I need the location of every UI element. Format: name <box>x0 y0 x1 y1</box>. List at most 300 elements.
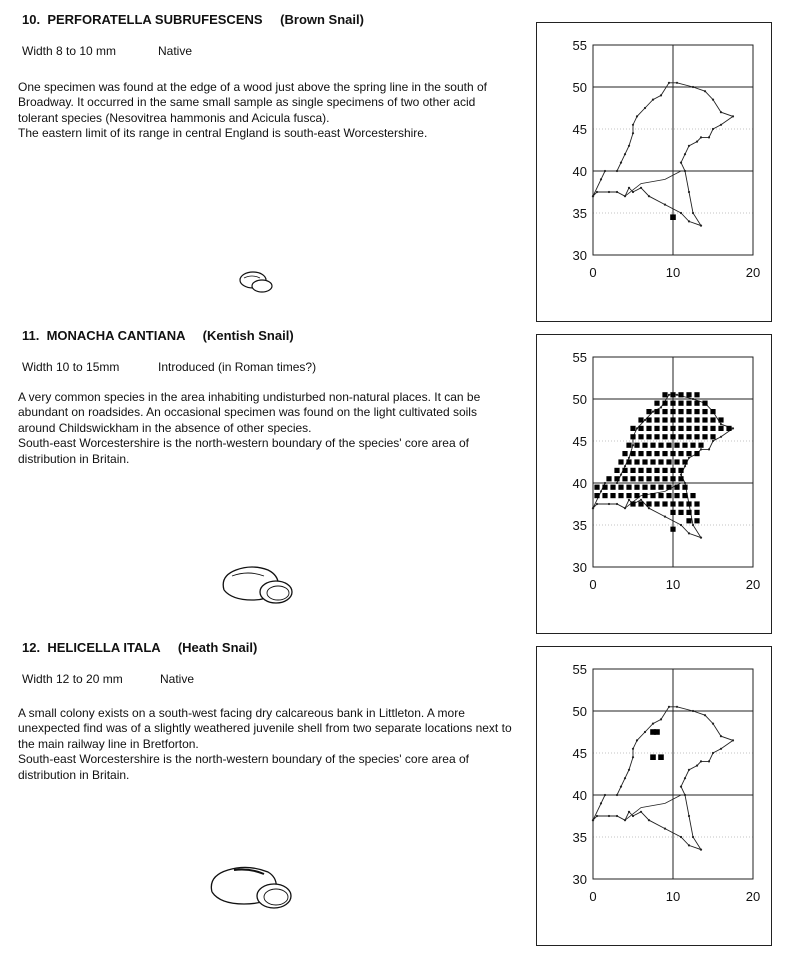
record-square <box>710 417 715 422</box>
description-paragraph: One specimen was found at the edge of a wood just above the spring line in the south of Broadway. It occurred in the same small sample as single specimens of two other acid tolerant species (Nesovitrea hammonis and Acicula fusca). <box>18 80 487 125</box>
y-tick-label: 55 <box>572 350 587 365</box>
record-square <box>678 468 683 473</box>
record-square <box>666 443 671 448</box>
record-square <box>670 476 675 481</box>
outline-vertex <box>676 706 678 708</box>
species-heading <box>22 640 257 655</box>
record-square <box>678 417 683 422</box>
outline-vertex <box>692 524 694 526</box>
record-square <box>662 409 667 414</box>
x-tick-label: 0 <box>589 577 597 592</box>
outline-vertex <box>708 136 710 138</box>
record-square <box>638 417 643 422</box>
record-square <box>662 468 667 473</box>
record-square <box>650 754 656 760</box>
outline-vertex <box>688 532 690 534</box>
record-square <box>702 417 707 422</box>
outline-vertex <box>640 187 642 189</box>
record-square <box>642 443 647 448</box>
record-square <box>602 485 607 490</box>
record-square <box>634 493 639 498</box>
record-square <box>638 468 643 473</box>
record-square <box>694 409 699 414</box>
record-square <box>630 451 635 456</box>
record-square <box>638 476 643 481</box>
outline-vertex <box>720 436 722 438</box>
x-tick-label: 20 <box>745 265 761 280</box>
record-square <box>678 392 683 397</box>
record-square <box>618 485 623 490</box>
description-paragraph: A very common species in the area inhabiting undisturbed non-natural places. It can be abundant on roadsides. An occasional specimen was found on the light cultivated soils around Childswickham in the absence of other species. <box>18 390 481 435</box>
species-number: 10. <box>22 12 41 27</box>
outline-vertex <box>684 482 686 484</box>
record-square <box>654 476 659 481</box>
record-square <box>650 485 655 490</box>
record-square <box>630 476 635 481</box>
record-square <box>594 493 599 498</box>
record-square <box>654 729 660 735</box>
outline-vertex <box>688 844 690 846</box>
distribution-map-10 <box>536 22 772 322</box>
record-square <box>606 476 611 481</box>
outline-vertex <box>624 153 626 155</box>
record-square <box>670 417 675 422</box>
record-square <box>726 426 731 431</box>
outline-vertex <box>688 815 690 817</box>
outline-vertex <box>640 499 642 501</box>
outline-vertex <box>688 220 690 222</box>
y-tick-label: 30 <box>572 248 587 263</box>
outline-vertex <box>620 162 622 164</box>
species-number: 11. <box>22 328 40 343</box>
record-square <box>626 485 631 490</box>
outline-vertex <box>652 411 654 413</box>
outline-vertex <box>700 136 702 138</box>
record-square <box>658 754 664 760</box>
record-square <box>678 434 683 439</box>
record-square <box>670 434 675 439</box>
record-square <box>626 493 631 498</box>
record-square <box>694 392 699 397</box>
x-tick-label: 20 <box>745 577 761 592</box>
record-square <box>610 485 615 490</box>
outline-vertex <box>680 162 682 164</box>
record-square <box>614 468 619 473</box>
outline-vertex <box>632 191 634 193</box>
y-tick-label: 55 <box>572 662 587 677</box>
outline-vertex <box>608 815 610 817</box>
record-square <box>662 451 667 456</box>
record-square <box>670 501 675 506</box>
outline-vertex <box>632 815 634 817</box>
species-meta <box>22 672 195 686</box>
outline-vertex <box>692 86 694 88</box>
outline-vertex <box>620 474 622 476</box>
record-square <box>638 451 643 456</box>
record-square <box>646 434 651 439</box>
species-name: MONACHA CANTIANA <box>46 328 186 343</box>
outline-vertex <box>692 212 694 214</box>
outline-vertex <box>608 503 610 505</box>
record-square <box>654 426 659 431</box>
y-tick-label: 45 <box>572 434 587 449</box>
y-tick-label: 40 <box>572 476 587 491</box>
record-square <box>702 434 707 439</box>
distribution-map-11 <box>536 334 772 634</box>
record-square <box>678 451 683 456</box>
outline-vertex <box>628 499 630 501</box>
distribution-map-chart <box>537 23 771 321</box>
outline-vertex <box>704 90 706 92</box>
record-square <box>626 459 631 464</box>
record-square <box>686 409 691 414</box>
outline-vertex <box>604 794 606 796</box>
record-square <box>662 426 667 431</box>
y-tick-label: 30 <box>572 560 587 575</box>
record-square <box>702 401 707 406</box>
record-square <box>674 493 679 498</box>
record-square <box>690 493 695 498</box>
outline-vertex <box>720 423 722 425</box>
outline-vertex <box>700 225 702 227</box>
record-square <box>682 493 687 498</box>
outline-vertex <box>688 769 690 771</box>
record-square <box>654 451 659 456</box>
record-square <box>670 527 675 532</box>
record-square <box>646 476 651 481</box>
outline-vertex <box>696 765 698 767</box>
record-square <box>646 501 651 506</box>
outline-vertex <box>636 427 638 429</box>
outline-vertex <box>688 145 690 147</box>
record-square <box>718 426 723 431</box>
region-outline <box>593 83 733 226</box>
outline-vertex <box>632 124 634 126</box>
record-square <box>694 451 699 456</box>
y-tick-label: 50 <box>572 392 587 407</box>
x-tick-label: 10 <box>665 889 681 904</box>
record-square <box>654 401 659 406</box>
outline-vertex <box>700 448 702 450</box>
outline-vertex <box>600 802 602 804</box>
record-square <box>678 426 683 431</box>
outline-vertex <box>616 482 618 484</box>
record-square <box>646 451 651 456</box>
distribution-map-chart <box>537 335 771 633</box>
outline-vertex <box>660 406 662 408</box>
outline-vertex <box>616 191 618 193</box>
record-square <box>638 426 643 431</box>
record-square <box>634 443 639 448</box>
outline-vertex <box>692 836 694 838</box>
outline-vertex <box>596 815 598 817</box>
outline-vertex <box>668 394 670 396</box>
common-name: (Kentish Snail) <box>202 328 294 343</box>
record-square <box>662 401 667 406</box>
record-square <box>654 501 659 506</box>
species-name: PERFORATELLA SUBRUFESCENS <box>47 12 263 27</box>
record-square <box>634 459 639 464</box>
record-square <box>682 459 687 464</box>
y-tick-label: 50 <box>572 704 587 719</box>
outline-vertex <box>712 723 714 725</box>
species-name: HELICELLA ITALA <box>47 640 161 655</box>
x-tick-label: 10 <box>665 577 681 592</box>
record-square <box>654 434 659 439</box>
record-square <box>670 214 676 220</box>
record-square <box>650 443 655 448</box>
y-tick-label: 35 <box>572 206 587 221</box>
record-square <box>678 409 683 414</box>
y-tick-label: 40 <box>572 164 587 179</box>
snail-shell-icon <box>206 862 294 912</box>
description-paragraph: A small colony exists on a south-west facing dry calcareous bank in Littleton. A more unexpected find was of a slightly weathered juvenile shell from two separate locations next to the main railway line in Bretforton. <box>18 706 512 751</box>
status-label: Introduced (in Roman times?) <box>158 360 317 374</box>
outline-vertex <box>616 503 618 505</box>
outline-vertex <box>676 82 678 84</box>
outline-vertex <box>628 145 630 147</box>
y-tick-label: 55 <box>572 38 587 53</box>
y-tick-label: 35 <box>572 830 587 845</box>
record-square <box>646 409 651 414</box>
record-square <box>702 426 707 431</box>
record-square <box>646 468 651 473</box>
outline-vertex <box>608 191 610 193</box>
outline-vertex <box>696 141 698 143</box>
record-square <box>694 426 699 431</box>
record-square <box>710 434 715 439</box>
outline-vertex <box>632 756 634 758</box>
width-range: Width 10 to 15mm <box>22 360 120 374</box>
outline-vertex <box>664 828 666 830</box>
record-square <box>686 417 691 422</box>
record-square <box>686 518 691 523</box>
record-square <box>686 451 691 456</box>
x-tick-label: 0 <box>589 265 597 280</box>
record-square <box>662 417 667 422</box>
outline-vertex <box>692 398 694 400</box>
y-tick-label: 30 <box>572 872 587 887</box>
outline-vertex <box>688 191 690 193</box>
outline-vertex <box>628 769 630 771</box>
outline-vertex <box>604 170 606 172</box>
record-square <box>622 468 627 473</box>
outline-vertex <box>624 465 626 467</box>
outline-vertex <box>680 786 682 788</box>
common-name: (Heath Snail) <box>177 640 258 655</box>
record-square <box>638 434 643 439</box>
outline-vertex <box>700 849 702 851</box>
outline-vertex <box>732 427 734 429</box>
description-paragraph: The eastern limit of its range in central England is south-east Worcestershire. <box>18 126 428 141</box>
outline-vertex <box>720 735 722 737</box>
outline-vertex <box>684 153 686 155</box>
outline-vertex <box>632 132 634 134</box>
outline-vertex <box>636 739 638 741</box>
record-square <box>658 443 663 448</box>
record-square <box>702 409 707 414</box>
record-square <box>678 501 683 506</box>
record-square <box>694 510 699 515</box>
record-square <box>642 485 647 490</box>
outline-vertex <box>720 111 722 113</box>
outline-vertex <box>680 836 682 838</box>
x-tick-label: 0 <box>589 889 597 904</box>
description-paragraph: South-east Worcestershire is the north-western boundary of the species' core area of distribution in Britain. <box>18 436 469 466</box>
record-square <box>694 501 699 506</box>
record-square <box>630 501 635 506</box>
outline-vertex <box>712 128 714 130</box>
description-paragraph: South-east Worcestershire is the north-western boundary of the species' core area of distribution in Britain. <box>18 752 469 782</box>
record-square <box>658 493 663 498</box>
record-square <box>694 401 699 406</box>
record-square <box>658 459 663 464</box>
outline-vertex <box>684 777 686 779</box>
record-square <box>614 476 619 481</box>
outline-vertex <box>652 723 654 725</box>
outline-vertex <box>648 819 650 821</box>
record-square <box>630 434 635 439</box>
y-tick-label: 50 <box>572 80 587 95</box>
outline-vertex <box>628 187 630 189</box>
width-range: Width 8 to 10 mm <box>22 44 117 58</box>
record-square <box>694 434 699 439</box>
outline-vertex <box>708 760 710 762</box>
y-tick-label: 40 <box>572 788 587 803</box>
record-square <box>686 401 691 406</box>
outline-vertex <box>592 819 594 821</box>
outline-vertex <box>620 786 622 788</box>
y-tick-label: 45 <box>572 122 587 137</box>
region-outline <box>593 707 733 850</box>
record-square <box>670 468 675 473</box>
outline-vertex <box>700 537 702 539</box>
outline-vertex <box>616 815 618 817</box>
outline-vertex <box>712 99 714 101</box>
record-square <box>642 493 647 498</box>
outline-vertex <box>664 204 666 206</box>
region-outline <box>593 395 733 538</box>
species-description <box>18 706 514 783</box>
common-name: (Brown Snail) <box>280 12 364 27</box>
outline-vertex <box>680 524 682 526</box>
record-square <box>698 443 703 448</box>
outline-vertex <box>652 99 654 101</box>
record-square <box>670 401 675 406</box>
outline-vertex <box>644 731 646 733</box>
record-square <box>718 417 723 422</box>
record-square <box>666 485 671 490</box>
record-square <box>650 459 655 464</box>
record-square <box>630 426 635 431</box>
outline-vertex <box>648 195 650 197</box>
record-square <box>686 426 691 431</box>
outline-vertex <box>668 82 670 84</box>
status-label: Native <box>160 672 195 686</box>
record-square <box>678 476 683 481</box>
outline-vertex <box>732 115 734 117</box>
outline-vertex <box>600 178 602 180</box>
record-square <box>630 468 635 473</box>
outline-vertex <box>720 748 722 750</box>
record-square <box>710 426 715 431</box>
record-square <box>682 485 687 490</box>
record-square <box>638 501 643 506</box>
outline-vertex <box>712 752 714 754</box>
record-square <box>666 459 671 464</box>
outline-vertex <box>676 394 678 396</box>
width-range: Width 12 to 20 mm <box>22 672 123 686</box>
record-square <box>674 485 679 490</box>
outline-vertex <box>616 170 618 172</box>
record-square <box>670 426 675 431</box>
record-square <box>670 510 675 515</box>
record-square <box>662 501 667 506</box>
record-square <box>670 392 675 397</box>
record-square <box>694 417 699 422</box>
distribution-map-12 <box>536 646 772 946</box>
outline-vertex <box>684 465 686 467</box>
record-square <box>674 459 679 464</box>
outline-vertex <box>704 714 706 716</box>
outline-vertex <box>616 794 618 796</box>
outline-vertex <box>680 474 682 476</box>
outline-vertex <box>640 811 642 813</box>
outline-vertex <box>720 124 722 126</box>
outline-vertex <box>644 107 646 109</box>
record-square <box>646 417 651 422</box>
record-square <box>650 493 655 498</box>
outline-vertex <box>712 440 714 442</box>
distribution-map-chart <box>537 647 771 945</box>
x-tick-label: 10 <box>665 265 681 280</box>
outline-vertex <box>684 794 686 796</box>
outline-vertex <box>648 507 650 509</box>
record-square <box>618 459 623 464</box>
record-square <box>686 434 691 439</box>
species-number: 12. <box>22 640 41 655</box>
record-square <box>646 426 651 431</box>
record-square <box>642 459 647 464</box>
outline-vertex <box>592 195 594 197</box>
record-square <box>666 493 671 498</box>
outline-vertex <box>664 516 666 518</box>
record-square <box>610 493 615 498</box>
record-square <box>622 451 627 456</box>
record-square <box>662 434 667 439</box>
outline-vertex <box>636 115 638 117</box>
record-square <box>686 392 691 397</box>
record-square <box>602 493 607 498</box>
outline-vertex <box>680 212 682 214</box>
record-square <box>694 518 699 523</box>
outline-vertex <box>624 777 626 779</box>
record-square <box>662 392 667 397</box>
record-square <box>622 476 627 481</box>
record-square <box>674 443 679 448</box>
record-square <box>686 510 691 515</box>
outline-vertex <box>628 811 630 813</box>
outline-vertex <box>596 503 598 505</box>
outline-vertex <box>688 457 690 459</box>
record-square <box>654 417 659 422</box>
outline-vertex <box>592 507 594 509</box>
record-square <box>678 401 683 406</box>
record-square <box>662 476 667 481</box>
record-square <box>710 409 715 414</box>
record-square <box>686 501 691 506</box>
y-tick-label: 35 <box>572 518 587 533</box>
